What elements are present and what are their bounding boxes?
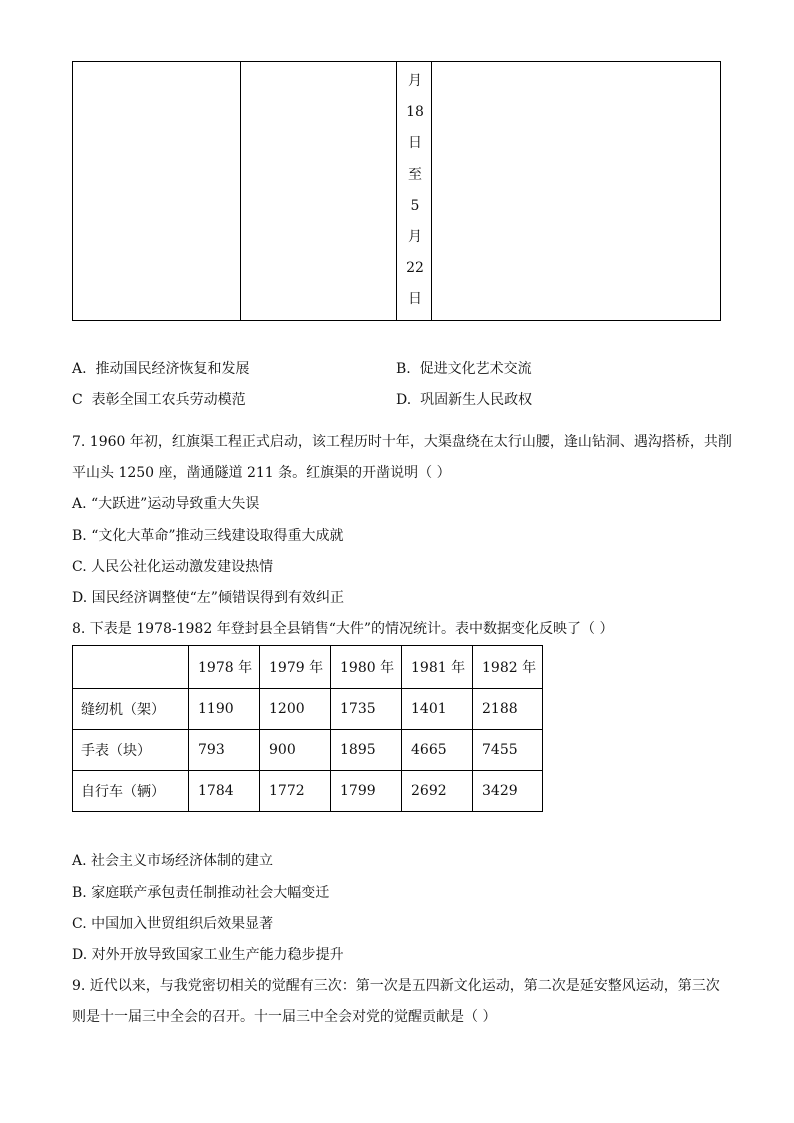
- vertical-char: 18: [406, 104, 424, 121]
- continued-table: [72, 61, 721, 321]
- table-divider: [240, 62, 241, 320]
- table-divider: [396, 62, 397, 320]
- table-cell: 1784: [189, 771, 260, 812]
- table-cell: 1895: [331, 730, 402, 771]
- table-cell: 7455: [473, 730, 543, 771]
- header-cell: 1982 年: [473, 646, 543, 689]
- table-cell: 793: [189, 730, 260, 771]
- vertical-char: 至: [408, 166, 422, 183]
- q6-option-d: D. 巩固新生人民政权: [396, 392, 533, 408]
- q8-stem: 8. 下表是 1978-1982 年登封县全县销售“大件”的情况统计。表中数据变化反映了（ ）: [72, 621, 614, 637]
- q9-stem-line2: 则是十一届三中全会的召开。十一届三中全会对党的觉醒贡献是（ ）: [72, 1009, 497, 1025]
- vertical-char: 22: [406, 260, 424, 277]
- q8-option-c: C. 中国加入世贸组织后效果显著: [72, 916, 274, 932]
- header-cell: 1980 年: [331, 646, 402, 689]
- q9-stem-line1: 9. 近代以来，与我党密切相关的觉醒有三次：第一次是五四新文化运动，第二次是延安整风运动，第三次: [72, 978, 720, 994]
- q7-option-b: B. “文化大革命”推动三线建设取得重大成就: [72, 528, 344, 544]
- vertical-char: 5: [410, 197, 420, 214]
- header-cell: [73, 646, 189, 689]
- vertical-char: 日: [408, 135, 422, 152]
- vertical-char: 日: [408, 291, 422, 308]
- vertical-char: 月: [408, 73, 422, 89]
- table-cell: 1799: [331, 771, 402, 812]
- table-cell: 4665: [402, 730, 473, 771]
- table-cell: 1401: [402, 689, 473, 730]
- q8-option-d: D. 对外开放导致国家工业生产能力稳步提升: [72, 947, 344, 963]
- q7-option-d: D. 国民经济调整使“左”倾错误得到有效纠正: [72, 590, 344, 606]
- table-cell: 1772: [260, 771, 331, 812]
- table-row: [73, 771, 543, 812]
- header-cell: 1979 年: [260, 646, 331, 689]
- table-row: [73, 689, 543, 730]
- vertical-date-cell: [398, 72, 432, 322]
- table-cell: 1200: [260, 689, 331, 730]
- q6-option-c: C 表彰全国工农兵劳动模范: [72, 392, 246, 408]
- q7-stem-line2: 平山头 1250 座，凿通隧道 211 条。红旗渠的开凿说明（ ）: [72, 465, 451, 481]
- q8-option-b: B. 家庭联产承包责任制推动社会大幅变迁: [72, 885, 330, 901]
- table-cell: 900: [260, 730, 331, 771]
- table-header-row: [73, 646, 543, 689]
- header-cell: 1978 年: [189, 646, 260, 689]
- q7-option-c: C. 人民公社化运动激发建设热情: [72, 559, 274, 575]
- row-label: 缝纫机（架）: [73, 689, 189, 730]
- vertical-char: 月: [408, 228, 422, 245]
- header-cell: 1981 年: [402, 646, 473, 689]
- table-cell: 1190: [189, 689, 260, 730]
- table-cell: 2188: [473, 689, 543, 730]
- row-label: 自行车（辆）: [73, 771, 189, 812]
- q6-option-b: B. 促进文化艺术交流: [396, 361, 532, 377]
- sales-table: [72, 645, 543, 812]
- q7-option-a: A. “大跃进”运动导致重大失误: [72, 496, 260, 512]
- table-cell: 2692: [402, 771, 473, 812]
- row-label: 手表（块）: [73, 730, 189, 771]
- q7-stem-line1: 7. 1960 年初，红旗渠工程正式启动，该工程历时十年，大渠盘绕在太行山腰，逢山钻洞、遇沟搭桥，共削: [72, 434, 732, 450]
- q6-option-a: A. 推动国民经济恢复和发展: [72, 361, 250, 377]
- table-row: [73, 730, 543, 771]
- table-cell: 3429: [473, 771, 543, 812]
- table-cell: 1735: [331, 689, 402, 730]
- q8-option-a: A. 社会主义市场经济体制的建立: [72, 853, 274, 869]
